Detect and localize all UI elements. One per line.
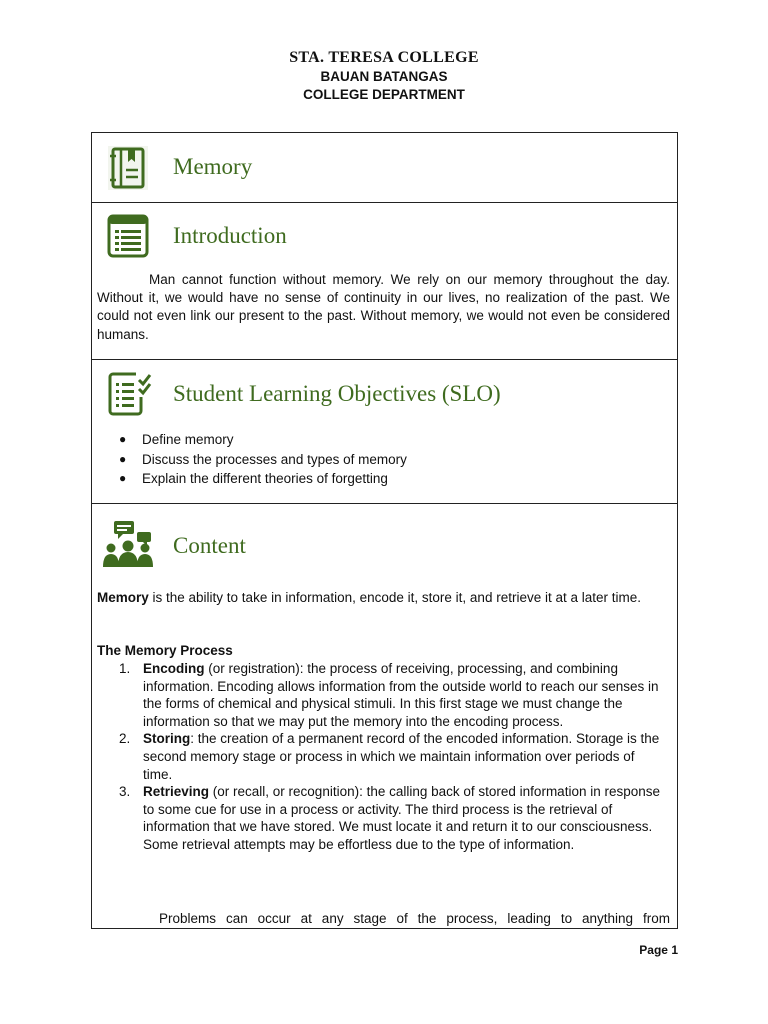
closing-paragraph <box>97 910 670 928</box>
bullet-icon: ● <box>119 432 127 446</box>
introduction-title: Introduction <box>173 223 287 248</box>
introduction-body <box>97 271 670 344</box>
memory-process-heading: The Memory Process <box>97 643 233 658</box>
list-item: ● Define memory <box>97 430 407 450</box>
introduction-text: Man cannot function without memory. We rely on our memory throughout the day. Without it, we would have no sense of continuity in our lives, no realization of the past. We could not even link our present to the past. Without memory, we would not even be considered humans. <box>97 272 670 342</box>
memory-title: Memory <box>173 154 253 179</box>
step-number: 2. <box>119 731 131 747</box>
list-item <box>97 660 670 730</box>
list-item: ● Explain the different theories of forgetting <box>97 469 407 489</box>
step-number: 3. <box>119 784 131 800</box>
list-item <box>97 783 670 853</box>
objectives-list <box>97 430 407 489</box>
step-text: (or registration): the process of receiving, processing, and combining information. Encoding allows information from the outside world to reach our senses in the forms of chemical and physical stimuli. In this first stage we must change the information so that we may put the memory into the encoding process. <box>143 661 659 729</box>
step-number: 1. <box>119 661 131 676</box>
list-item: ● Discuss the processes and types of memory <box>97 450 407 470</box>
memory-definition <box>97 589 670 607</box>
objectives-title: Student Learning Objectives (SLO) <box>173 381 501 406</box>
step-term: Retrieving <box>143 784 210 800</box>
step-term: Encoding <box>143 661 205 676</box>
closing-text: Problems can occur at any stage of the process, leading to anything from <box>159 911 670 926</box>
list-item <box>97 730 670 783</box>
checklist-icon <box>106 370 152 418</box>
definition-text: is the ability to take in information, encode it, store it, and retrieve it at a later time. <box>148 590 642 605</box>
college-name: STA. TERESA COLLEGE <box>289 49 479 66</box>
memory-process-steps <box>97 660 670 854</box>
college-department: COLLEGE DEPARTMENT <box>303 87 465 102</box>
definition-term: Memory <box>97 590 149 605</box>
step-term: Storing <box>143 731 191 747</box>
document-header <box>0 48 768 104</box>
group-discussion-icon <box>102 519 154 569</box>
page-number: Page 1 <box>639 943 678 957</box>
bullet-icon: ● <box>119 451 127 466</box>
bullet-icon: ● <box>119 471 127 485</box>
step-text: (or recall, or recognition): the calling back of stored information in response to some cue for use in a process or activity. The third process is the retrieval of information that we have stored. We must locate it and return it to our consciousness. Some retrieval attempts may be effortless due to the type of information. <box>143 784 661 852</box>
step-text: : the creation of a permanent record of the encoded information. Storage is the second memory stage or process in which we maintain information over periods of time. <box>143 731 660 782</box>
document-list-icon <box>106 213 150 259</box>
college-location: BAUAN BATANGAS <box>320 69 448 84</box>
book-bookmark-icon <box>104 144 152 192</box>
content-title: Content <box>173 533 246 558</box>
